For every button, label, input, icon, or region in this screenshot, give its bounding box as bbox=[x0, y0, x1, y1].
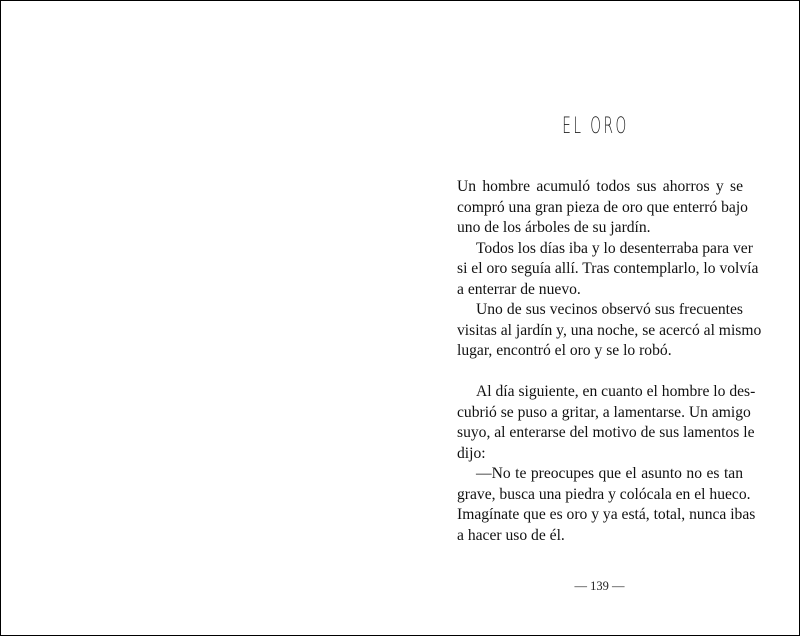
text-line: a enterrar de nuevo. bbox=[457, 280, 581, 298]
text-line: Al día siguiente, en cuanto el hombre lo des- bbox=[476, 383, 756, 400]
text-line: dijo: bbox=[457, 444, 486, 462]
left-page-blank bbox=[1, 1, 400, 635]
text-line: uno de los árboles de su jardín. bbox=[457, 219, 651, 236]
text-line: cubrió se puso a gritar, a lamentarse. Un amigo bbox=[457, 403, 751, 421]
page-number: — 139 — bbox=[574, 579, 625, 593]
text-line: si el oro seguía allí. Tras contemplarlo, lo volvía bbox=[457, 260, 759, 277]
text-line: Todos los días iba y lo desenterraba para ver bbox=[476, 239, 753, 257]
text-line: Imagínate que es oro y ya está, total, nunca ibas bbox=[457, 506, 756, 523]
story-text bbox=[457, 177, 762, 546]
text-line: compró una gran pieza de oro que enterró bajo bbox=[457, 198, 748, 216]
text-line: grave, busca una piedra y colócala en el hueco. bbox=[457, 485, 751, 503]
text-line: suyo, al enterarse del motivo de sus lamentos le bbox=[457, 424, 755, 441]
paragraph-gap bbox=[457, 362, 743, 383]
text-line: a hacer uso de él. bbox=[457, 526, 565, 544]
text-line: Un hombre acumuló todos sus ahorros y se bbox=[457, 178, 743, 195]
chapter-title: EL ORO bbox=[562, 114, 629, 139]
right-page bbox=[400, 1, 799, 635]
text-line: Uno de sus vecinos observó sus frecuentes bbox=[476, 301, 743, 318]
text-line: visitas al jardín y, una noche, se acercó al mismo bbox=[457, 321, 762, 339]
text-line: —No te preocupes que el asunto no es tan bbox=[476, 465, 743, 482]
text-line: lugar, encontró el oro y se lo robó. bbox=[457, 342, 672, 359]
